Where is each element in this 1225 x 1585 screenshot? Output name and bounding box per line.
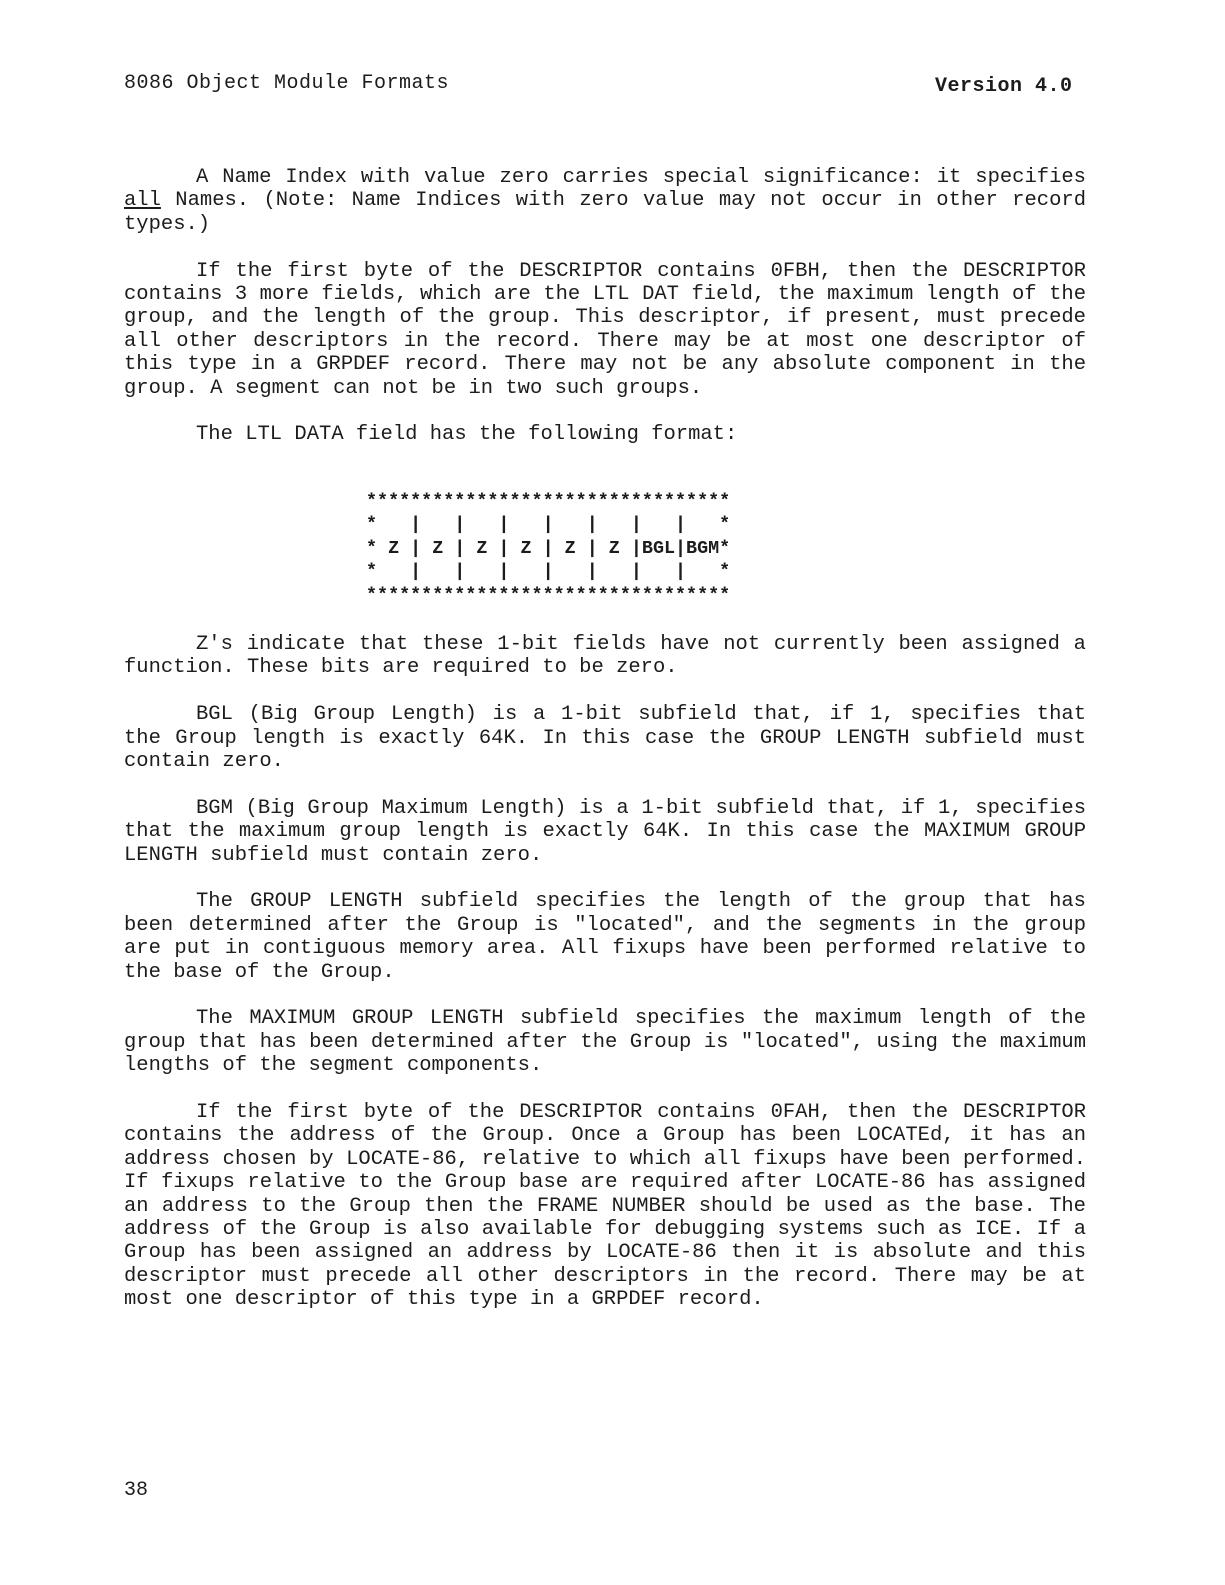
diagram-spacer-bottom: * | | | | | | | * — [366, 561, 731, 583]
paragraph-name-index-part1: A Name Index with value zero carries special significance: it specifies — [196, 166, 1086, 189]
paragraph-maximum-group-length: The MAXIMUM GROUP LENGTH subfield specifies the maximum length of the group that has been determined after the Group is "located", using the maximum lengths of the segment components. — [124, 1007, 1086, 1078]
paragraph-descriptor-0fah: If the first byte of the DESCRIPTOR contains 0FAH, then the DESCRIPTOR contains the address of the Group. Once a Group has been LOCATEd, it has an address chosen by LOCATE-86, relative to which all fixups have been performed. If fixups relative to the Group base are required after LOCATE-86 has assigned an address to the Group then the FRAME NUMBER should be used as the base. The address of the Group is also available for debugging systems such as ICE. If a Group has been assigned an address by LOCATE-86 then it is absolute and this descriptor must precede all other descriptors in the record. There may be at most one descriptor of this type in a GRPDEF record. — [124, 1101, 1086, 1312]
paragraph-ltl-data-intro: The LTL DATA field has the following format: — [196, 423, 738, 447]
diagram-fields-row: * Z | Z | Z | Z | Z | Z |BGL|BGM* — [366, 537, 731, 559]
paragraph-bgm: BGM (Big Group Maximum Length) is a 1-bit subfield that, if 1, specifies that the maximum group length is exactly 64K. In this case the MAXIMUM GROUP LENGTH subfield must contain zero. — [124, 796, 1086, 867]
running-header-title: 8086 Object Module Formats — [124, 72, 450, 95]
paragraph-descriptor-0fbh: If the first byte of the DESCRIPTOR contains 0FBH, then the DESCRIPTOR contains 3 more fields, which are the LTL DAT field, the maximum length of the group, and the length of the group. This descriptor, if present, must precede all other descriptors in the record. There may be at most one descriptor of this type in a GRPDEF record. There may not be any absolute component in the group. A segment can not be in two such groups. — [124, 259, 1086, 400]
body-block-bottom — [124, 633, 1086, 1312]
ltl-data-format-diagram — [366, 490, 836, 605]
diagram-spacer-top: * | | | | | | | * — [366, 514, 731, 536]
paragraph-name-index — [124, 166, 1086, 236]
paragraph-z-fields: Z's indicate that these 1-bit fields have not currently been assigned a function. These bits are required to be zero. — [124, 633, 1086, 680]
paragraph-group-length: The GROUP LENGTH subfield specifies the length of the group that has been determined after the Group is "located", and the segments in the group are put in contiguous memory area. All fixups have been performed relative to the base of the Group. — [124, 890, 1086, 984]
running-header-version: Version 4.0 — [935, 75, 1073, 98]
body-block-top — [124, 166, 1086, 447]
diagram-border-top: ********************************* — [366, 491, 731, 512]
emphasis-all: all — [124, 189, 161, 213]
paragraph-name-index-part2: Names. (Note: Name Indices with zero value may not occur in other record types.) — [124, 189, 1086, 236]
page-number: 38 — [124, 1479, 149, 1502]
paragraph-bgl: BGL (Big Group Length) is a 1-bit subfield that, if 1, specifies that the Group length is exactly 64K. In this case the GROUP LENGTH subfield must contain zero. — [124, 703, 1086, 774]
diagram-border-bottom: ********************************* — [366, 584, 731, 606]
